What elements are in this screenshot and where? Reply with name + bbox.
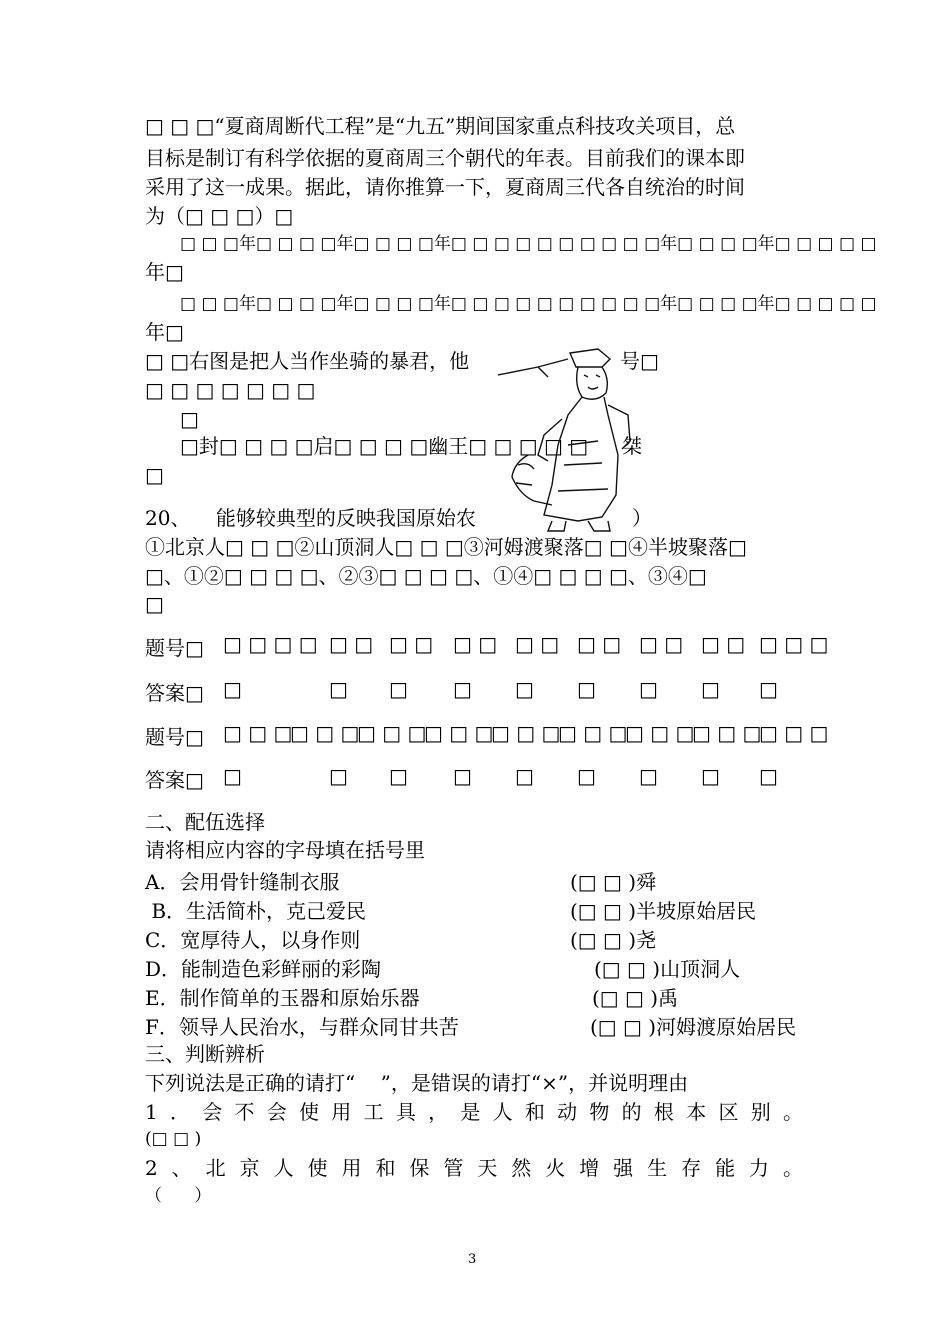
answer-cell[interactable]: □ xyxy=(639,677,658,701)
answer-cell[interactable]: □ xyxy=(329,764,348,788)
q18-line-4: 为（□ □ □）□ xyxy=(145,204,294,228)
judge-item-1-paren[interactable]: (□ □ ) xyxy=(145,1129,202,1149)
answer-table-row-2 xyxy=(145,677,825,705)
q19-line-5: □ xyxy=(145,463,164,487)
table-cell: □ □ □ xyxy=(558,721,628,745)
answer-cell[interactable]: □ xyxy=(577,764,596,788)
match-right-2[interactable]: (□ □ )半坡原始居民 xyxy=(570,899,757,923)
match-left-a: A．会用骨针缝制衣服 xyxy=(145,870,340,894)
match-left-d: D．能制造色彩鲜丽的彩陶 xyxy=(145,957,382,981)
q18-option-b: □ □ □年□ □ □ □年□ □ □ □年□ □ □ □ □ □ □ □ □ □年□ □ □ □年□ □ □ □ □ xyxy=(180,294,877,314)
answer-cell[interactable]: □ xyxy=(389,677,408,701)
match-right-6[interactable]: (□ □ )河姆渡原始居民 xyxy=(590,1015,797,1039)
table-cell: □ □ □ xyxy=(759,721,829,745)
answer-cell[interactable]: □ xyxy=(701,764,720,788)
q18-option-a-end: 年□ xyxy=(145,260,184,284)
table-cell: □ □ □ xyxy=(357,721,427,745)
section-2-instruction: 请将相应内容的字母填在括号里 xyxy=(145,838,425,862)
answer-cell[interactable]: □ xyxy=(329,677,348,701)
table-cell: □ □ xyxy=(389,632,434,656)
q20-choices: □、①②□ □ □ □、②③□ □ □ □、①④□ □ □ □、③④□ xyxy=(145,564,707,588)
answer-cell[interactable]: □ xyxy=(759,764,778,788)
table-cell: □ □ □ xyxy=(692,721,762,745)
table-cell: □ □ xyxy=(515,632,560,656)
row-label: 题号□ xyxy=(145,725,204,749)
answer-cell[interactable]: □ xyxy=(577,677,596,701)
table-cell: □ □ □ xyxy=(223,721,293,745)
q20-line-4: □ xyxy=(145,592,164,616)
q18-line-1: □ □ □“夏商周断代工程”是“九五”期间国家重点科技攻关项目，总 xyxy=(145,114,736,138)
answer-cell[interactable]: □ xyxy=(759,677,778,701)
table-cell: □ □ xyxy=(329,632,374,656)
judge-item-2-paren[interactable]: （ ） xyxy=(145,1186,212,1206)
q18-line-3: 采用了这一成果。据此，请你推算一下，夏商周三代各自统治的时间 xyxy=(145,175,745,199)
q18-option-b-end: 年□ xyxy=(145,320,184,344)
page-number: 3 xyxy=(468,1252,477,1267)
match-right-1[interactable]: (□ □ )舜 xyxy=(570,870,657,894)
answer-table-row-3 xyxy=(145,721,829,749)
answer-cell[interactable]: □ xyxy=(389,764,408,788)
match-left-b: B．生活简朴，克己爱民 xyxy=(145,899,367,923)
q18-option-a: □ □ □年□ □ □ □年□ □ □ □年□ □ □ □ □ □ □ □ □ □年□ □ □ □年□ □ □ □ □ xyxy=(180,234,877,254)
answer-cell[interactable]: □ xyxy=(453,764,472,788)
match-left-f: F．领导人民治水，与群众同甘共苦 xyxy=(145,1015,459,1039)
match-left-c: C．宽厚待人，以身作则 xyxy=(145,928,361,952)
q20-line-1-tail: ） xyxy=(632,506,652,530)
answer-cell[interactable]: □ xyxy=(223,677,242,701)
q19-line-1-tail: 号□ xyxy=(620,349,659,373)
tyrant-illustration xyxy=(498,345,640,533)
table-cell: □ □ □ xyxy=(491,721,561,745)
table-cell: □ □ □ xyxy=(759,632,829,656)
match-left-e: E．制作简单的玉器和原始乐器 xyxy=(145,986,420,1010)
table-cell: □ □ xyxy=(453,632,498,656)
table-cell: □ □ □ xyxy=(625,721,695,745)
match-right-4[interactable]: (□ □ )山顶洞人 xyxy=(594,957,741,981)
section-3-title: 三、判断辨析 xyxy=(145,1042,265,1066)
answer-cell[interactable]: □ xyxy=(223,764,242,788)
row-label: 答案□ xyxy=(145,768,204,792)
row-label: 答案□ xyxy=(145,681,204,705)
section-3-instruction: 下列说法是正确的请打“ ”，是错误的请打“×”，并说明理由 xyxy=(145,1071,689,1095)
match-right-3[interactable]: (□ □ )尧 xyxy=(570,928,657,952)
match-right-5[interactable]: (□ □ )禹 xyxy=(592,986,679,1010)
q19-options-tail: 桀 xyxy=(622,434,642,458)
q20-line-1: 20、 能够较典型的反映我国原始农 xyxy=(145,506,476,530)
answer-table-row-1 xyxy=(145,632,829,660)
answer-cell[interactable]: □ xyxy=(639,764,658,788)
q19-line-2: □ □ □ □ □ □ □ xyxy=(145,378,316,402)
table-cell: □ □ □ xyxy=(290,721,360,745)
answer-cell[interactable]: □ xyxy=(701,677,720,701)
answer-table-row-4 xyxy=(145,764,825,792)
table-cell: □ □ xyxy=(577,632,622,656)
table-cell: □ □ □ xyxy=(424,721,494,745)
judge-item-2: 2、北京人使用和保管天然火增强生存能力。 xyxy=(145,1156,805,1180)
q19-options: □封□ □ □ □启□ □ □ □幽王□ □ □ □ □ xyxy=(180,434,589,458)
answer-cell[interactable]: □ xyxy=(515,677,534,701)
table-cell: □ □ xyxy=(701,632,746,656)
judge-item-1: 1．会不会使用工具，是人和动物的根本区别。 xyxy=(145,1100,805,1124)
q18-line-2: 目标是制订有科学依据的夏商周三个朝代的年表。目前我们的课本即 xyxy=(145,146,745,170)
table-cell: □ □ xyxy=(639,632,684,656)
q20-options: ①北京人□ □ □②山顶洞人□ □ □③河姆渡聚落□ □④半坡聚落□ xyxy=(145,535,747,559)
q19-line-3: □ xyxy=(180,407,199,431)
row-label: 题号□ xyxy=(145,636,204,660)
table-cell: □ □ □ □ xyxy=(223,632,318,656)
section-2-title: 二、配伍选择 xyxy=(145,810,265,834)
q19-line-1: □ □右图是把人当作坐骑的暴君，他 xyxy=(145,349,470,373)
answer-cell[interactable]: □ xyxy=(515,764,534,788)
answer-cell[interactable]: □ xyxy=(453,677,472,701)
